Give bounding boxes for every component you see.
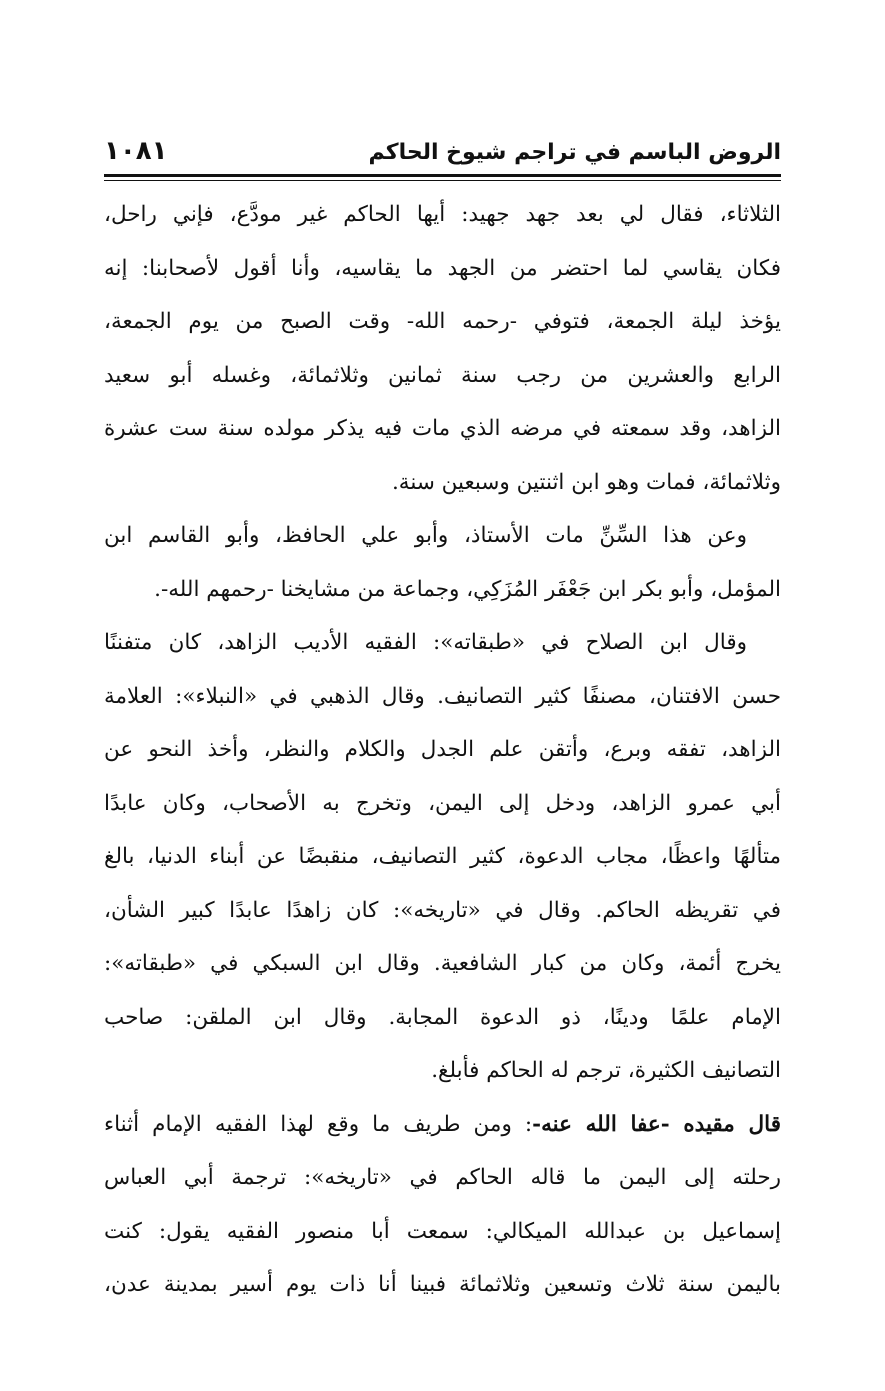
- author-note-lead: قال مقيده -عفا الله عنه-: [532, 1111, 781, 1137]
- header-rule-thin: [104, 180, 781, 181]
- text-line: وعن هذا السِّنِّ مات الأستاذ، وأبو علي الحافظ، وأبو القاسم ابن: [104, 523, 747, 548]
- text-line: أبي عمرو الزاهد، ودخل إلى اليمن، وتخرج به الأصحاب، وكان عابدًا: [104, 790, 781, 816]
- text-line: فكان يقاسي لما احتضر من الجهد ما يقاسيه، وأنا أقول لأصحابنا: إنه: [104, 255, 781, 281]
- text-line: إسماعيل بن عبدالله الميكالي: سمعت أبا منصور الفقيه يقول: كنت: [104, 1218, 781, 1244]
- text-line: الزاهد، وقد سمعته في مرضه الذي مات فيه يذكر مولده سنة ست عشرة: [104, 416, 781, 441]
- header-rule-thick: [104, 174, 781, 177]
- text-line: حسن الافتنان، مصنفًا كثير التصانيف. وقال الذهبي في «النبلاء»: العلامة: [104, 683, 781, 709]
- page-number: ١٠٨١: [104, 136, 168, 166]
- text-line: متألهًا واعظًا، مجاب الدعوة، كثير التصانيف، منقبضًا عن أبناء الدنيا، بالغ: [104, 844, 781, 869]
- text-line: وثلاثمائة، فمات وهو ابن اثنتين وسبعين سنة.: [391, 469, 781, 495]
- text-line: التصانيف الكثيرة، ترجم له الحاكم فأبلغ.: [431, 1058, 781, 1083]
- text-line: الزاهد، تفقه وبرع، وأتقن علم الجدل والكلام والنظر، وأخذ النحو عن: [104, 737, 781, 762]
- text-line: المؤمل، وأبو بكر ابن جَعْفَر المُزَكِي، وجماعة من مشايخنا -رحمهم الله-.: [154, 576, 781, 602]
- text-line: باليمن سنة ثلاث وتسعين وثلاثمائة فبينا أنا ذات يوم أسير بمدينة عدن،: [104, 1272, 781, 1297]
- text-line: يؤخذ ليلة الجمعة، فتوفي -رحمه الله- وقت الصبح من يوم الجمعة،: [104, 309, 781, 334]
- running-title: الروض الباسم في تراجم شيوخ الحاكم: [368, 140, 781, 165]
- text-line: الإمام علمًا ودينًا، ذو الدعوة المجابة. وقال ابن الملقن: صاحب: [104, 1004, 781, 1030]
- page-header: [104, 130, 781, 170]
- author-note-rest: : ومن طريف ما وقع لهذا الفقيه الإمام أثناء: [104, 1111, 533, 1137]
- text-line: في تقريظه الحاكم. وقال في «تاريخه»: كان زاهدًا عابدًا كبير الشأن،: [104, 897, 781, 923]
- text-line: رحلته إلى اليمن ما قاله الحاكم في «تاريخه»: ترجمة أبي العباس: [104, 1165, 781, 1190]
- text-line: يخرج أئمة، وكان من كبار الشافعية. وقال ابن السبكي في «طبقاته»:: [104, 951, 781, 976]
- text-line: الرابع والعشرين من رجب سنة ثمانين وثلاثمائة، وغسله أبو سعيد: [104, 362, 781, 388]
- text-line: وقال ابن الصلاح في «طبقاته»: الفقيه الأديب الزاهد، كان متفننًا: [104, 630, 747, 655]
- text-line: الثلاثاء، فقال لي بعد جهد جهيد: أيها الحاكم غير مودَّع، فإني راحل،: [104, 202, 781, 227]
- text-line-with-lead: [104, 1098, 781, 1152]
- body-text: [104, 188, 781, 1312]
